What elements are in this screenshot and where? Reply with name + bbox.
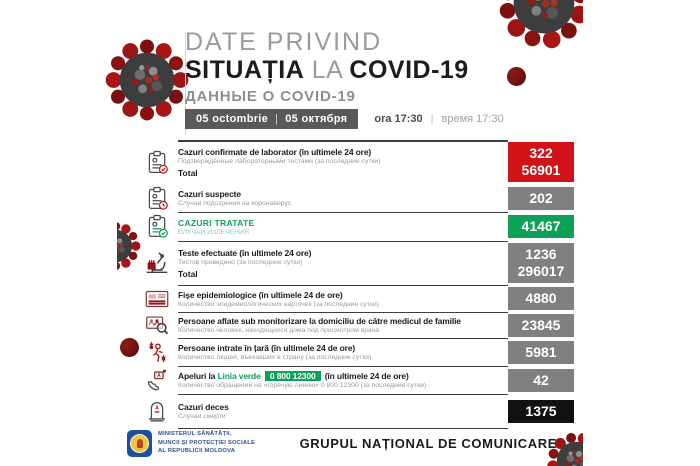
row-value-cell <box>508 341 574 364</box>
page-title-line2 <box>185 56 469 85</box>
statistics-table <box>117 140 583 428</box>
value: 23845 <box>521 316 561 333</box>
row-divider <box>178 140 508 142</box>
date-separator: | <box>275 113 279 125</box>
emblem-shield-icon <box>137 439 143 448</box>
value-box <box>508 287 574 310</box>
row-value-cell <box>508 287 574 310</box>
date-russian: 05 октября <box>285 113 348 125</box>
row-subtitle-ru: Количество эпидемиологических карточек (за последние сутки) <box>178 300 380 308</box>
row-text <box>178 402 508 420</box>
row-title: Cazuri confirmate de laborator (în ultimele 24 ore) <box>178 146 372 157</box>
time-russian: время 17:30 <box>441 113 504 125</box>
row-value-cell <box>508 400 574 423</box>
title-la: LA <box>311 56 342 84</box>
row-title: Cazuri suspecte <box>178 189 241 199</box>
value-box <box>508 187 574 210</box>
row-subtitle-ru: Тестов проведено (за последние сутки) <box>178 258 303 266</box>
row-total-label: Total <box>178 167 198 178</box>
clipboard-clock-icon <box>142 185 172 212</box>
ministry-line3: AL REPUBLICII MOLDOVA <box>158 448 236 455</box>
title-situatia: SITUAȚIA <box>185 56 305 84</box>
time-box <box>374 113 503 125</box>
row-total-label: Total <box>178 268 198 279</box>
time-separator: | <box>430 113 434 125</box>
virus-ball-top-right <box>507 67 526 86</box>
ministry-line2: MUNCII ȘI PROTECȚIEI SOCIALE <box>158 439 256 446</box>
phone-hotline-icon <box>142 366 172 394</box>
table-row-epidemiological-records <box>117 285 583 312</box>
row-text <box>178 343 508 361</box>
value-box <box>508 314 574 337</box>
row-text <box>178 290 508 308</box>
value-total: 296017 <box>517 263 565 279</box>
table-row-confirmed-cases <box>117 140 583 184</box>
communication-group-label: GRUPUL NAȚIONAL DE COMUNICARE <box>299 435 557 451</box>
table-row-suspected-cases <box>117 184 583 212</box>
row-subtitle-ru: Количество обращений на «горячую линию» 0 800 12300 (за последние сутки) <box>178 382 427 389</box>
clipboard-check-green-icon <box>142 213 172 240</box>
row-value-cell <box>508 215 574 238</box>
table-row-deaths <box>117 394 583 428</box>
value: 1375 <box>525 402 557 419</box>
row-text <box>178 316 508 334</box>
page-subtitle-russian: ДАННЫЕ О COVID-19 <box>185 88 356 105</box>
value-24h: 322 <box>529 145 553 161</box>
row-title: Persoane intrate în țară (în ultimele 24 de ore) <box>178 343 356 353</box>
value-box <box>508 215 574 238</box>
row-title: Fișe epidemiologice (în ultimele 24 de ore) <box>178 289 343 300</box>
person-virus-icon <box>142 338 172 366</box>
ministry-logo <box>127 430 152 457</box>
row-title: Teste efectuate (în ultimele 24 ore) <box>178 247 312 258</box>
row-text <box>178 248 508 279</box>
ministry-name <box>158 430 255 455</box>
table-row-hotline-calls <box>117 366 583 394</box>
table-row-treated-cases <box>117 212 583 241</box>
ministry-emblem-icon <box>130 434 149 453</box>
svg-text:A: A <box>157 373 161 380</box>
value: 4880 <box>525 290 557 306</box>
value: 41467 <box>521 218 561 234</box>
title-covid19: COVID-19 <box>349 56 469 84</box>
value-24h: 1236 <box>525 246 557 262</box>
row-title: Persoane aflate sub monitorizare la domiciliu de către medicul de familie <box>178 316 461 326</box>
row-subtitle-ru: Случаи смерти <box>178 413 226 420</box>
table-row-persons-entered <box>117 338 583 366</box>
table-row-persons-monitored <box>117 312 583 338</box>
people-search-icon <box>142 311 172 339</box>
value: 202 <box>529 189 553 206</box>
id-card-icon <box>142 285 172 313</box>
value-total: 56901 <box>521 162 561 178</box>
value-box <box>508 243 574 283</box>
row-value-cell <box>508 243 574 283</box>
row-title: Cazuri deces <box>178 402 229 412</box>
page-title-line1: DATE PRIVIND <box>185 28 383 56</box>
value-box <box>508 400 574 423</box>
row-value-cell <box>508 187 574 210</box>
table-row-tests-performed <box>117 241 583 285</box>
row-text <box>178 189 508 207</box>
value-box <box>508 341 574 364</box>
value: 42 <box>533 371 549 388</box>
row-value-cell <box>508 142 574 182</box>
value: 5981 <box>525 343 557 360</box>
row-title: CAZURI TRATATE <box>178 217 255 228</box>
svg-text:A: A <box>155 405 159 412</box>
virus-decoration-top-right <box>482 0 583 65</box>
value-box <box>508 142 574 182</box>
footer <box>117 426 583 460</box>
date-box <box>185 109 358 129</box>
row-text <box>178 371 508 389</box>
row-value-cell <box>508 369 574 392</box>
microscope-icon <box>142 249 172 277</box>
row-subtitle-ru: Подтверждённые лабораторными тестами (за последние сутки) <box>178 157 381 165</box>
row-value-cell <box>508 314 574 337</box>
tombstone-icon <box>142 397 172 425</box>
row-subtitle-ru: Случаи подозрения на коронавирус <box>178 200 292 207</box>
date-time-bar <box>185 109 504 129</box>
clipboard-check-red-icon <box>142 149 172 176</box>
row-subtitle-ru: Количество человек, находящихся дома под присмотром врача <box>178 327 379 334</box>
linia-verde-label: Linia verde <box>217 371 261 381</box>
time-romanian: ora 17:30 <box>374 113 423 125</box>
title-suffix: (în ultimele 24 de ore) <box>324 371 409 381</box>
row-text <box>178 147 508 178</box>
value-box <box>508 369 574 392</box>
ministry-line1: MINISTERUL SĂNĂTĂȚII, <box>158 431 232 438</box>
row-subtitle-ru: Количество людей, въехавших в страну (за последние сутки) <box>178 354 372 361</box>
date-romanian: 05 octombrie <box>196 113 269 125</box>
title-prefix: Apeluri la <box>178 371 216 381</box>
row-title <box>178 371 504 381</box>
row-text <box>178 218 508 236</box>
row-subtitle-ru: СЛУЧАИ ИЗЛЕЧЕНИЯ <box>178 228 249 236</box>
hotline-number-badge: 0 800 12300 <box>265 371 321 381</box>
